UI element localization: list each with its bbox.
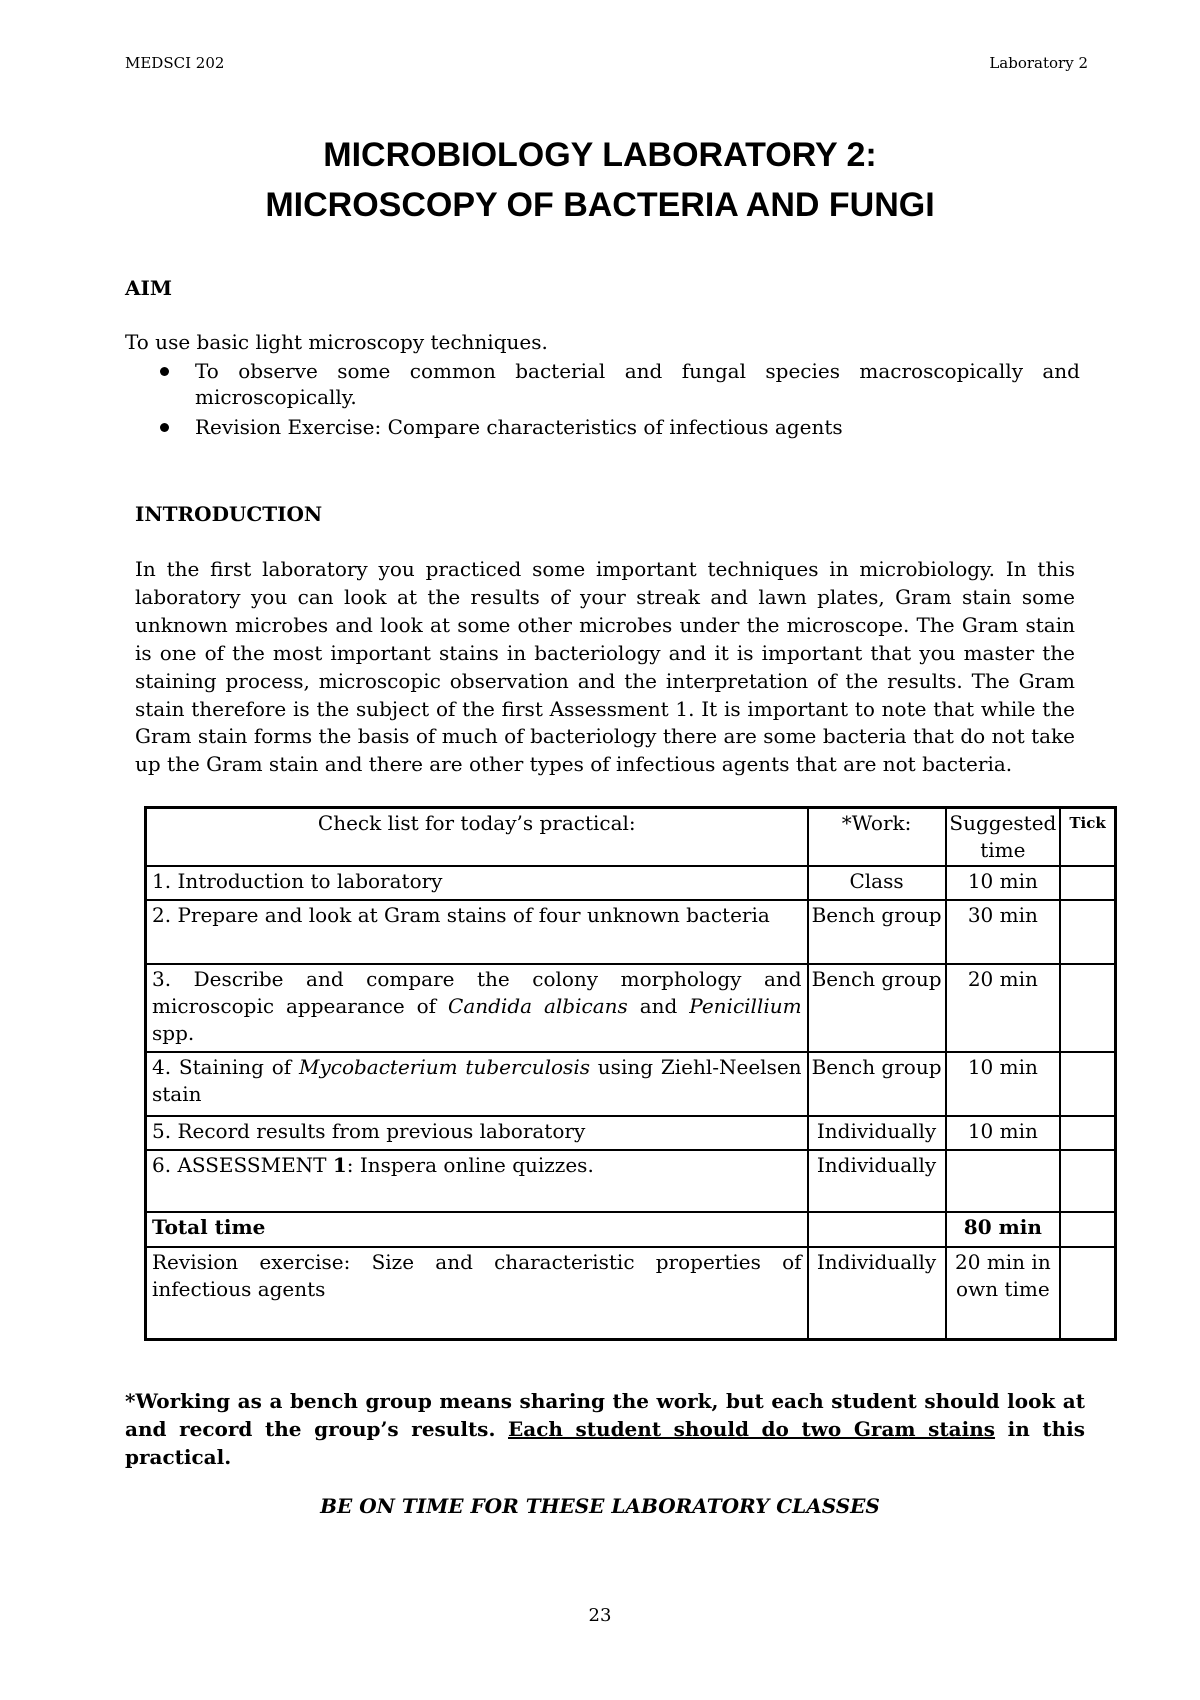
table-row [146, 900, 1116, 964]
row-4-task-text-a: 4. Staining of [152, 1055, 299, 1079]
table-row [146, 964, 1116, 1052]
row-3-tick-box[interactable] [1060, 964, 1115, 1052]
title-line-2: MICROSCOPY OF BACTERIA AND FUNGI [265, 186, 935, 224]
row-5-time: 10 min [946, 1116, 1061, 1150]
table-row [146, 1212, 1116, 1247]
row-6-assessment-number: 1 [332, 1153, 347, 1177]
row-2-work: Bench group [808, 900, 946, 964]
checklist-table [144, 806, 1117, 1341]
header-tick: Tick [1060, 808, 1115, 867]
row-1-work: Class [808, 866, 946, 900]
aim-bullet-1: To observe some common bacterial and fungal species macroscopically and microscopically. [150, 358, 1080, 410]
row-3-task [146, 964, 808, 1052]
header-task: Check list for today’s practical: [146, 808, 808, 867]
aim-text: To use basic light microscopy techniques. [125, 330, 548, 354]
row-1-tick-box[interactable] [1060, 866, 1115, 900]
row-3-work: Bench group [808, 964, 946, 1052]
header-section: Laboratory 2 [989, 54, 1088, 72]
table-row [146, 1116, 1116, 1150]
row-5-work: Individually [808, 1116, 946, 1150]
footnote-underlined: Each student should do two Gram stains [508, 1417, 996, 1441]
total-time-label: Total time [146, 1212, 808, 1247]
row-6-task-text-c: : Inspera online quizzes. [346, 1153, 594, 1177]
row-6-work: Individually [808, 1150, 946, 1212]
row-3-task-text-c: and [627, 994, 690, 1018]
aim-bullet-list [150, 358, 1080, 440]
header-course: MEDSCI 202 [125, 54, 225, 72]
footnote-text-2: in this practical. [125, 1417, 1086, 1469]
header-work: *Work: [808, 808, 946, 867]
table-row [146, 1247, 1116, 1339]
total-tick-box[interactable] [1060, 1212, 1115, 1247]
table-row [146, 1150, 1116, 1212]
row-4-task-text-c: using Ziehl-Neelsen stain [152, 1055, 802, 1106]
row-2-tick-box[interactable] [1060, 900, 1115, 964]
page-number: 23 [588, 1605, 612, 1626]
revision-tick-box[interactable] [1060, 1247, 1115, 1339]
footnote-text-1: *Working as a bench group means sharing the work, but each student should look at and record the group’s results. [125, 1389, 1085, 1441]
punctuality-reminder: BE ON TIME FOR THESE LABORATORY CLASSES [320, 1494, 880, 1518]
row-1-task: 1. Introduction to laboratory [146, 866, 808, 900]
checklist-header-row [146, 808, 1116, 867]
row-3-task-text-e: spp. [152, 1021, 195, 1045]
row-2-time: 30 min [946, 900, 1061, 964]
row-3-genus-penicillium: Penicillium [689, 994, 802, 1018]
row-4-work: Bench group [808, 1052, 946, 1116]
row-6-task-text-a: 6. ASSESSMENT [152, 1153, 333, 1177]
row-6-task [146, 1150, 808, 1212]
row-4-time: 10 min [946, 1052, 1061, 1116]
revision-task: Revision exercise: Size and characteristic properties of infectious agents [146, 1247, 808, 1339]
row-1-time: 10 min [946, 866, 1061, 900]
row-4-tick-box[interactable] [1060, 1052, 1115, 1116]
introduction-paragraph: In the first laboratory you practiced some important techniques in microbiology. In this laboratory you can look at the results of your streak and lawn plates, Gram stain some unknown microbes and look at some other microbes under the microscope. The Gram stain is one of the most important stains in bacteriology and it is important that you master the staining process, microscopic observation and the interpretation of the results. The Gram stain therefore is the subject of the first Assessment 1. It is important to note that while the Gram stain forms the basis of much of bacteriology there are some bacteria that do not take up the Gram stain and there are other types of infectious agents that are not bacteria. [135, 557, 1075, 777]
row-4-species-mycobacterium: Mycobacterium tuberculosis [298, 1055, 590, 1079]
introduction-heading: INTRODUCTION [135, 502, 323, 526]
revision-work: Individually [808, 1247, 946, 1339]
row-3-species-candida: Candida albicans [448, 994, 628, 1018]
total-time-value: 80 min [946, 1212, 1061, 1247]
row-2-task: 2. Prepare and look at Gram stains of four unknown bacteria [146, 900, 808, 964]
table-row [146, 1052, 1116, 1116]
aim-bullet-2: Revision Exercise: Compare characteristics of infectious agents [150, 414, 1080, 440]
header-time: Suggested time [946, 808, 1061, 867]
row-5-tick-box[interactable] [1060, 1116, 1115, 1150]
row-3-task-text-a: 3. Describe and compare the colony morphology and microscopic appearance of [152, 967, 802, 1018]
row-5-task: 5. Record results from previous laboratory [146, 1116, 808, 1150]
table-row [146, 866, 1116, 900]
total-work [808, 1212, 946, 1247]
aim-heading: AIM [125, 276, 173, 300]
row-6-tick-box[interactable] [1060, 1150, 1115, 1212]
revision-time: 20 min in own time [946, 1247, 1061, 1339]
row-6-time [946, 1150, 1061, 1212]
row-4-task [146, 1052, 808, 1116]
bench-group-footnote [125, 1387, 1085, 1471]
row-3-time: 20 min [946, 964, 1061, 1052]
title-line-1: MICROBIOLOGY LABORATORY 2: [323, 136, 877, 174]
